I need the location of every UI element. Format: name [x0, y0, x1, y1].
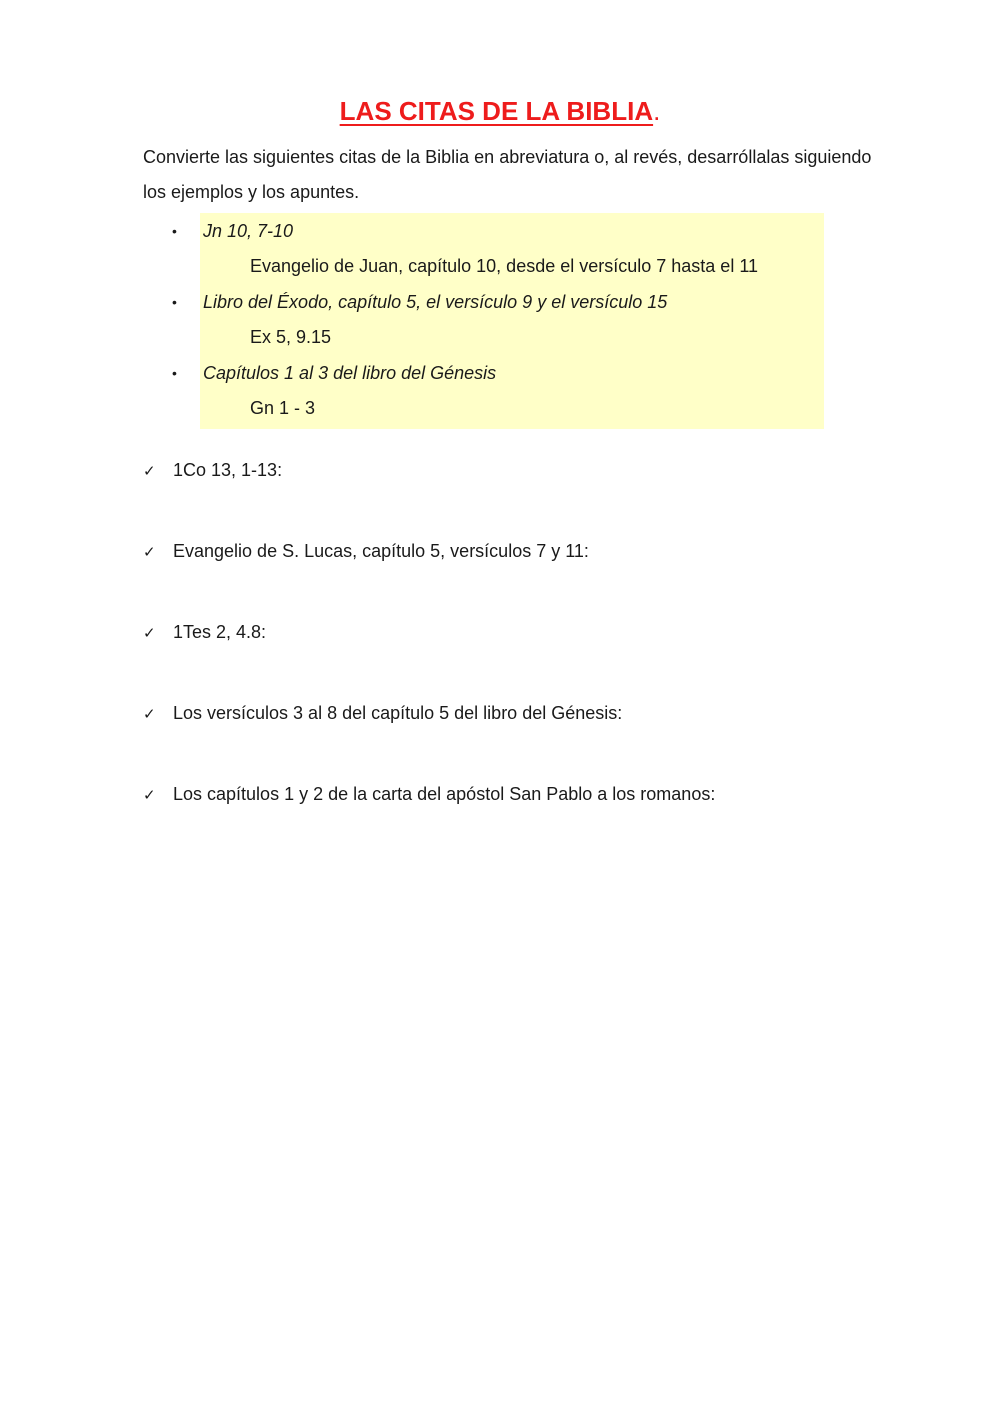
bullet-icon: • — [172, 365, 177, 381]
exercise-item — [143, 699, 622, 728]
check-icon: ✓ — [143, 786, 156, 804]
exercise-item — [143, 780, 715, 809]
page-title — [0, 94, 1000, 128]
check-icon: ✓ — [143, 624, 156, 642]
exercise-item — [143, 618, 266, 647]
exercise-text: 1Tes 2, 4.8: — [173, 622, 267, 642]
example-answer: Evangelio de Juan, capítulo 10, desde el versículo 7 hasta el 11 — [250, 256, 759, 276]
example-prompt: Jn 10, 7-10 — [203, 221, 294, 241]
title-dot: . — [653, 96, 661, 126]
instructions-paragraph: Convierte las siguientes citas de la Biblia en abreviatura o, al revés, desarróllalas siguiendo los ejemplos y los apuntes. — [143, 147, 872, 202]
example-answer: Ex 5, 9.15 — [250, 327, 332, 347]
check-icon: ✓ — [143, 705, 156, 723]
exercise-item — [143, 456, 282, 485]
bullet-icon: • — [172, 223, 177, 239]
title-text: LAS CITAS DE LA BIBLIA — [339, 96, 654, 126]
check-icon: ✓ — [143, 543, 156, 561]
exercise-text: Los capítulos 1 y 2 de la carta del apóstol San Pablo a los romanos: — [173, 784, 716, 804]
example-answer: Gn 1 - 3 — [250, 398, 316, 418]
exercise-text: Los versículos 3 al 8 del capítulo 5 del libro del Génesis: — [173, 703, 623, 723]
exercise-text: Evangelio de S. Lucas, capítulo 5, versículos 7 y 11: — [173, 541, 589, 561]
example-highlight — [200, 213, 824, 249]
example-prompt: Capítulos 1 al 3 del libro del Génesis — [203, 363, 497, 383]
exercise-item — [143, 537, 589, 566]
examples-block — [168, 213, 824, 429]
example-prompt: Libro del Éxodo, capítulo 5, el versículo 9 y el versículo 15 — [203, 292, 668, 312]
check-icon: ✓ — [143, 462, 156, 480]
bullet-icon: • — [172, 294, 177, 310]
exercise-text: 1Co 13, 1-13: — [173, 460, 283, 480]
